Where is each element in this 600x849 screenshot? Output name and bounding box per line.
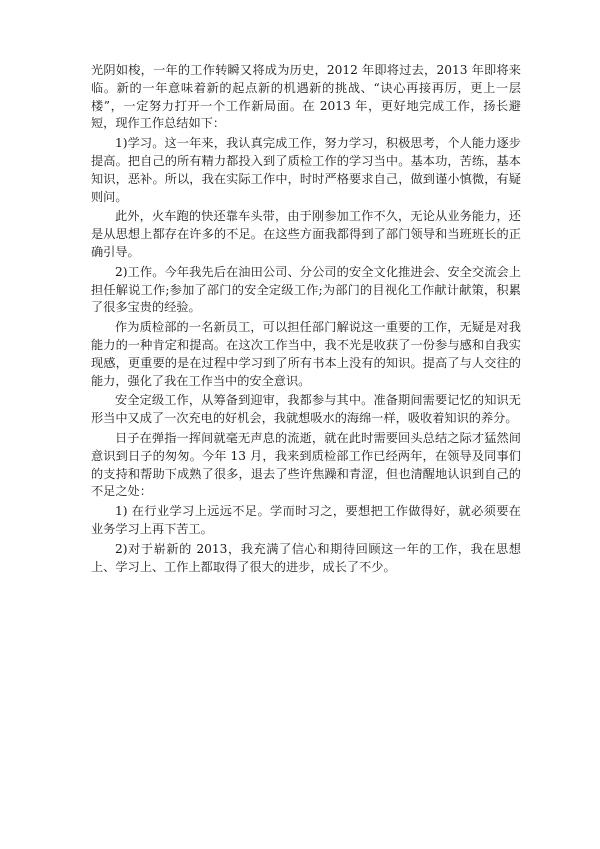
- new-employee-paragraph: 作为质检部的一名新员工，可以担任部门解说这一重要的工作，无疑是对我能力的一种肯定和提高。在这次工作当中，我不光是收获了一份参与感和自我实现感，更重要的是在过程中学习到了所有书本上没有的知识。提高了与人交往的能力，强化了我在工作当中的安全意识。: [91, 320, 521, 388]
- work-paragraph: 2)工作。今年我先后在油田公司、分公司的安全文化推进会、安全交流会上担任解说工作;参加了部门的安全定级工作;为部门的目视化工作献计献策，积累了很多宝贵的经验。: [91, 264, 521, 315]
- outlook-paragraph: 2)对于崭新的 2013，我充满了信心和期待回顾这一年的工作，我在思想上、学习上、工作上都取得了很大的进步，成长了不少。: [91, 541, 521, 574]
- safety-rating-paragraph: 安全定级工作，从筹备到迎审，我都参与其中。准备期间需要记忆的知识无形当中又成了一次充电的好机会，我就想吸水的海绵一样，吸收着知识的养分。: [91, 393, 521, 426]
- document-body: [91, 62, 521, 576]
- shortcoming-paragraph: 1) 在行业学习上远远不足。学而时习之，要想把工作做得好，就必须要在业务学习上再下苦工。: [91, 504, 521, 536]
- study-paragraph: 1)学习。这一年来，我认真完成工作，努力学习，积极思考，个人能力逐步提高。把自己的所有精力都投入到了质检工作的学习当中。基本功，苦练，基本知识，恶补。所以，我在实际工作中，时时严格要求自己，做到谨小慎微，有疑则问。: [91, 136, 521, 204]
- guidance-paragraph: 此外，火车跑的快还靠车头带，由于刚参加工作不久，无论从业务能力，还是从思想上都存在许多的不足。在这些方面我都得到了部门领导和当班班长的正确引导。: [91, 209, 521, 259]
- reflection-paragraph: 日子在弹指一挥间就毫无声息的流逝，就在此时需要回头总结之际才猛然间意识到日子的匆匆。今年 13 月，我来到质检部工作已经两年，在领导及同事们的支持和帮助下成熟了很多，退去了些许焦躁和青涩，但也清醒地认识到自己的不足之处：: [91, 430, 521, 499]
- intro-paragraph: 光阴如梭，一年的工作转瞬又将成为历史，2012 年即将过去，2013 年即将来临。新的一年意味着新的起点新的机遇新的挑战、“诀心再接再厉，更上一层楼”，一定努力打开一个工作新局面。在 2013 年，更好地完成工作，扬长避短，现作工作总结如下：: [91, 63, 521, 131]
